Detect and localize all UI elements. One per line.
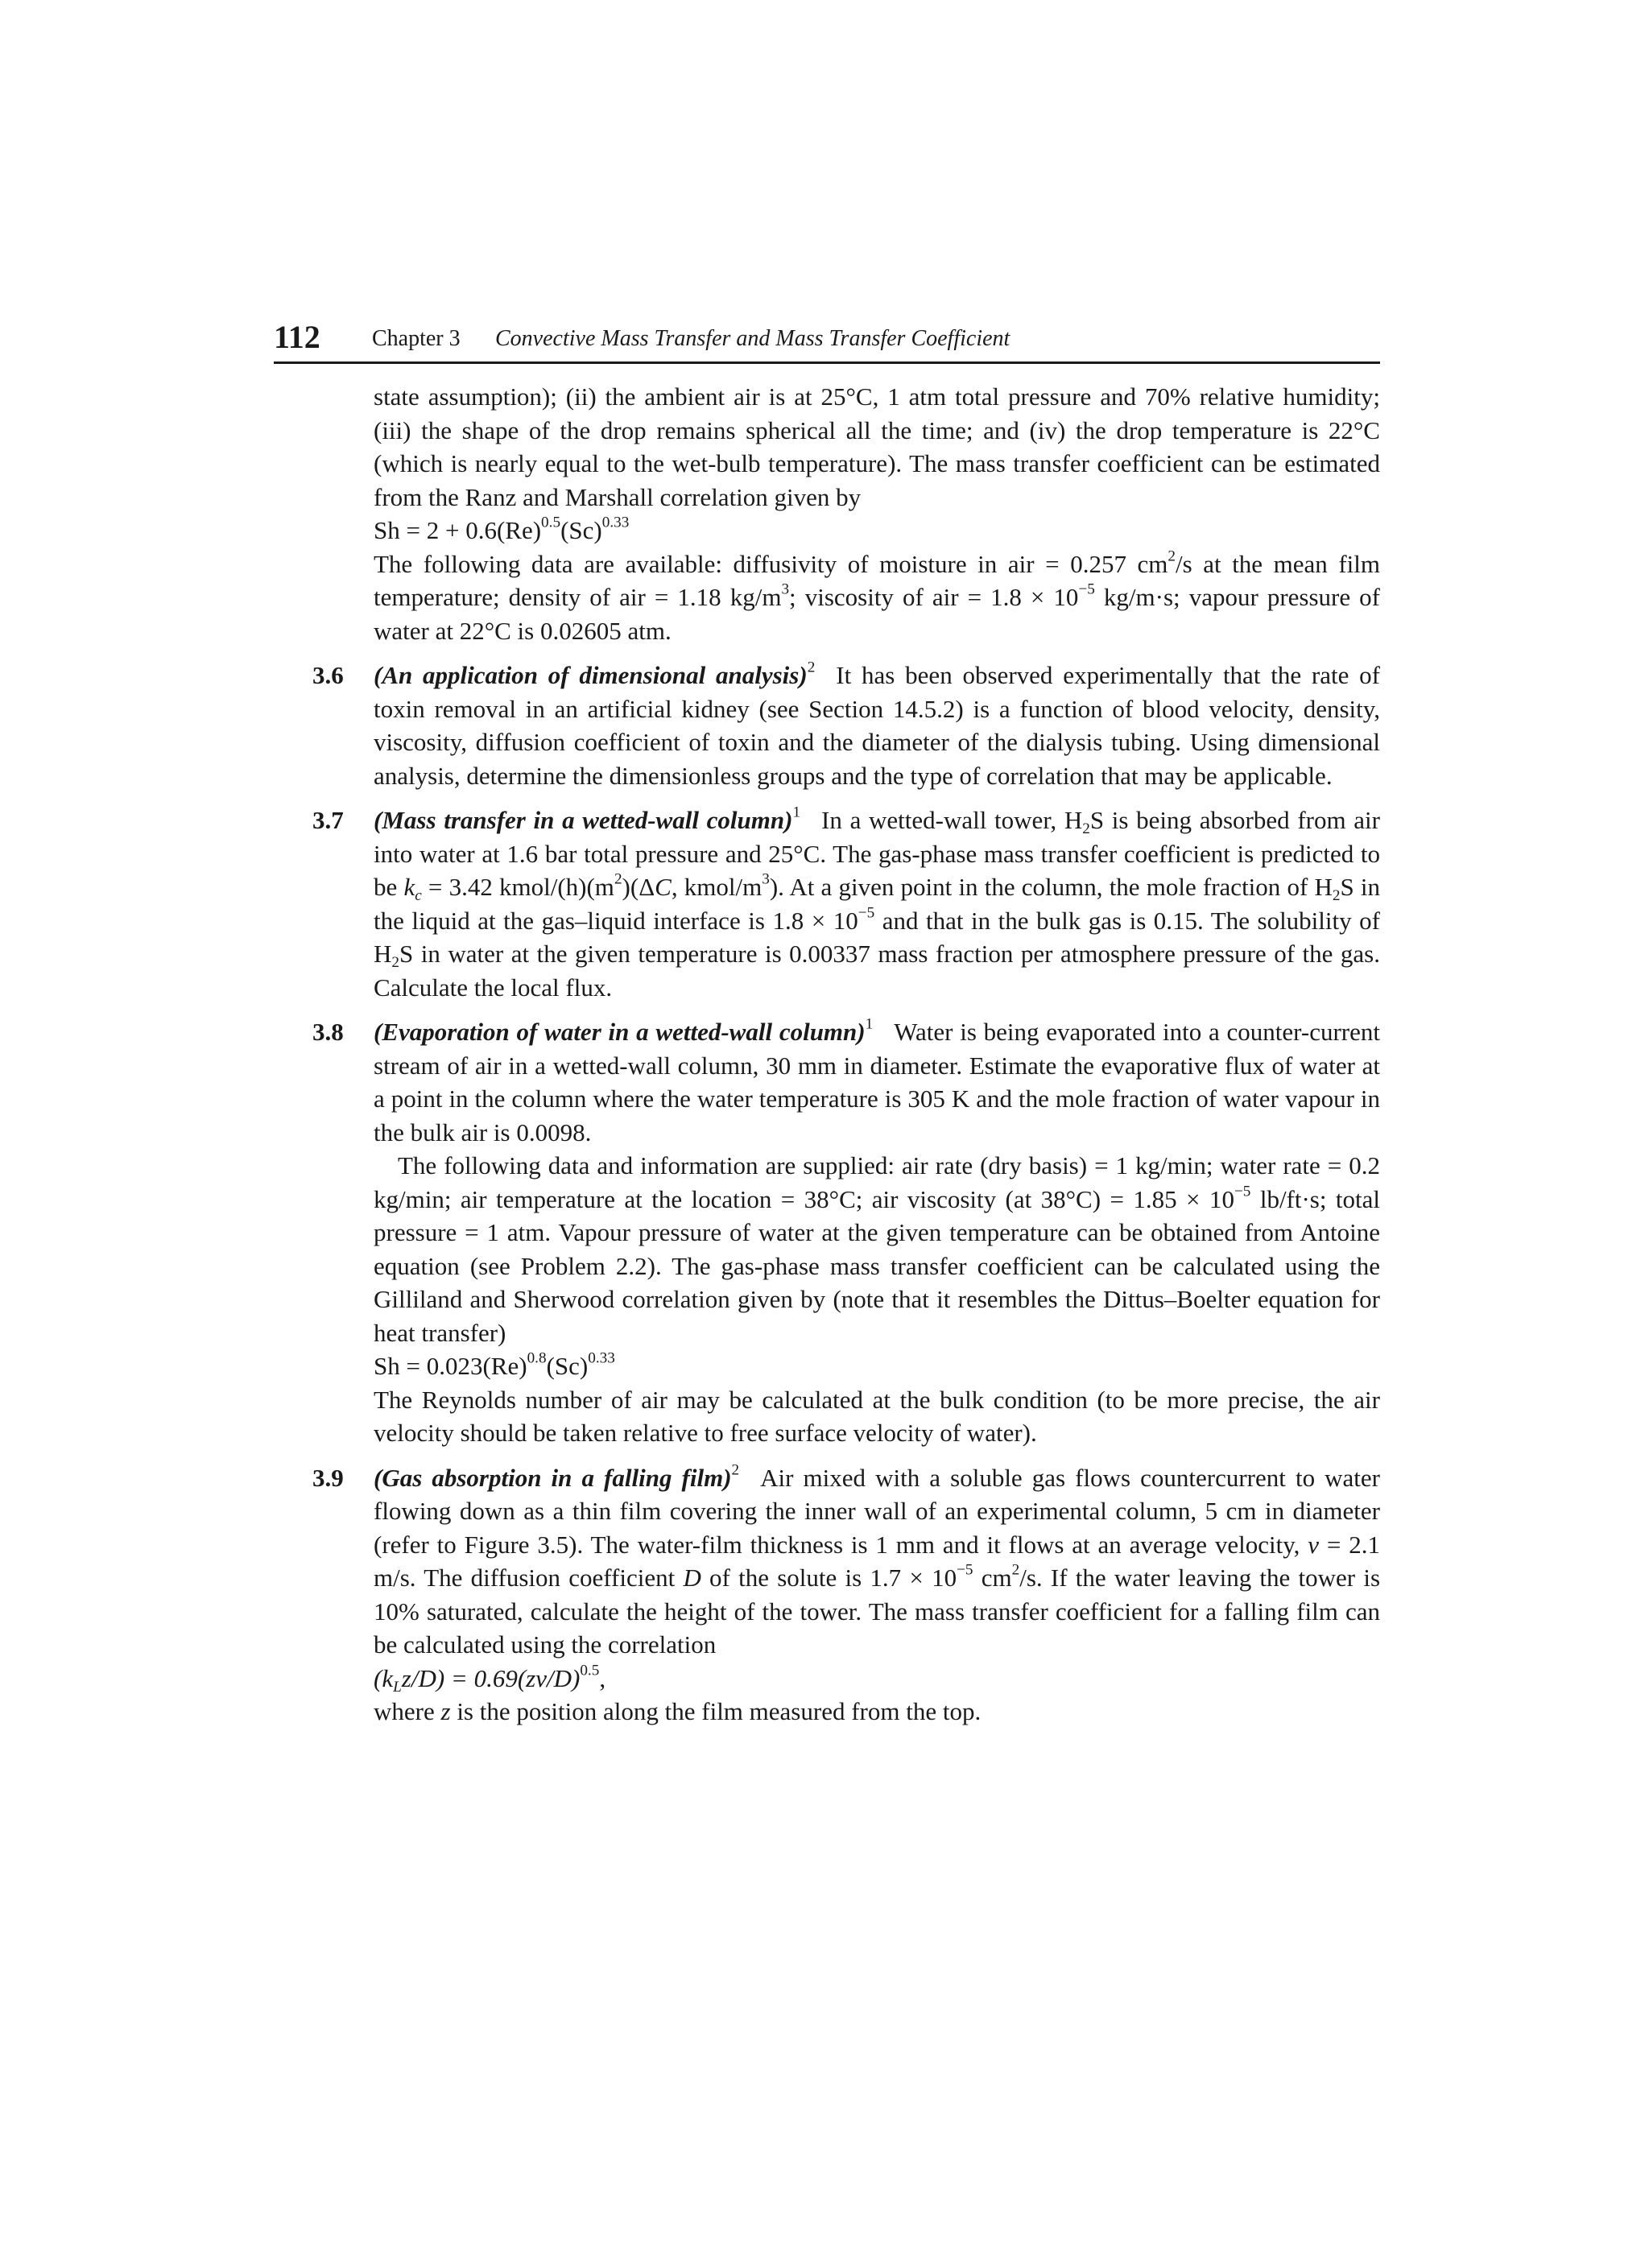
- problem-title: (An application of dimensional analysis): [374, 661, 808, 689]
- problem-text: (Evaporation of water in a wetted-wall column)$^1$ Water is being evaporated into a counter-current stream of air in a wetted-wall column, 30 mm in diameter. Estimate the evaporative flux of water at a point in the column where the water temperature is 305 K and the mole fraction of water vapour in the bulk air is 0.0098.: [374, 1015, 1380, 1146]
- problem-3-9: [312, 1461, 1381, 1729]
- problem-title: (Evaporation of water in a wetted-wall column): [374, 1018, 866, 1046]
- problem-number: 3.7: [312, 806, 344, 834]
- problem-text: (Mass transfer in a wetted-wall column)$^1$ In a wetted-wall tower, $H_2S$ is being absorbed from air into water at 1.6 bar total pressure and 25°C. The gas-phase mass transfer coefficient is predicted to be $k_c = 3.42$ kmol/$(h)(m^2)(\Delta C$, kmol/$m^3$). At a given point in the column, the mole fraction of $H_2S$ in the liquid at the gas–liquid interface is $1.8 \times 10^{-5}$ and that in the bulk gas is 0.15. The solubility of $H_2S$ in water at the given temperature is 0.00337 mass fraction per atmosphere pressure of the gas. Calculate the local flux.: [374, 804, 1381, 1002]
- running-header: [274, 318, 1380, 364]
- problem-title: (Gas absorption in a falling film): [374, 1463, 732, 1492]
- problem-3-6: [312, 659, 1380, 792]
- chapter-title: Convective Mass Transfer and Mass Transfer Coefficient: [495, 326, 1010, 351]
- page-body: [312, 380, 1381, 1729]
- chapter-label: Chapter 3: [372, 326, 461, 351]
- equation-ranz-marshall: $Sh = 2 + 0.6(Re)^{0.5}(Sc)^{0.33}$: [374, 514, 630, 544]
- problem-number: 3.6: [312, 661, 344, 689]
- problem-text-3: The Reynolds number of air may be calculated at the bulk condition (to be more precise, the air velocity should be taken relative to free surface velocity of water).: [374, 1385, 1380, 1447]
- problem-number: 3.9: [312, 1463, 344, 1492]
- continuation-paragraph: state assumption); (ii) the ambient air is at 25°C, 1 atm total pressure and 70% relative humidity; (iii) the shape of the drop remains spherical all the time; and (iv) the drop temperature is 22°C (which is nearly equal to the wet-bulb temperature). The mass transfer coefficient can be estimated from the Ranz and Marshall correlation given by: [374, 382, 1380, 511]
- problem-number: 3.8: [312, 1018, 344, 1046]
- problem-text: (An application of dimensional analysis)$^2$ It has been observed experimentally that the rate of toxin removal in an artificial kidney (see Section 14.5.2) is a function of blood velocity, density, viscosity, diffusion coefficient of toxin and the diameter of the dialysis tubing. Using dimensional analysis, determine the dimensionless groups and the type of correlation that may be applicable.: [374, 659, 1380, 790]
- problem-3-8: [312, 1015, 1381, 1450]
- problem-title: (Mass transfer in a wetted-wall column): [374, 806, 793, 834]
- problem-text-where: where z is the position along the film measured from the top.: [374, 1697, 982, 1725]
- equation-gilliland-sherwood: $Sh = 0.023(Re)^{0.8}(Sc)^{0.33}$: [374, 1349, 615, 1380]
- equation-falling-film: $(k_Lz/D) = 0.69(zv/D)^{0.5}$,: [374, 1662, 606, 1696]
- problem-3-7: [312, 804, 1381, 1004]
- page-number: 112: [274, 319, 320, 355]
- problem-text: (Gas absorption in a falling film)$^2$ Air mixed with a soluble gas flows countercurrent to water flowing down as a thin film covering the inner wall of an experimental column, 5 cm in diameter (refer to Figure 3.5). The water-film thickness is 1 mm and it flows at an average velocity, v = 2.1 m/s. The diffusion coefficient D of the solute is $1.7 \times 10^{-5}$ $cm^2/s$. If the water leaving the tower is 10% saturated, calculate the height of the tower. The mass transfer coefficient for a falling film can be calculated using the correlation: [374, 1461, 1381, 1659]
- data-paragraph: The following data are available: diffusivity of moisture in air = 0.257 $cm^2/s$ at the mean film temperature; density of air = 1.18 $kg/m^3$; viscosity of air = $1.8 \times 10^{-5}$ kg/m·s; vapour pressure of water at 22°C is 0.02605 atm.: [374, 547, 1380, 645]
- problem-text-2: The following data and information are supplied: air rate (dry basis) = 1 kg/min; water rate = 0.2 kg/min; air temperature at the location = 38°C; air viscosity (at $38^\circ C) = 1.85 \times 10^{-5}$ lb/ft·s; total pressure = 1 atm. Vapour pressure of water at the given temperature can be obtained from Antoine equation (see Problem 2.2). The gas-phase mass transfer coefficient can be calculated using the Gilliland and Sherwood correlation given by (note that it resembles the Dittus–Boelter equation for heat transfer): [374, 1151, 1381, 1347]
